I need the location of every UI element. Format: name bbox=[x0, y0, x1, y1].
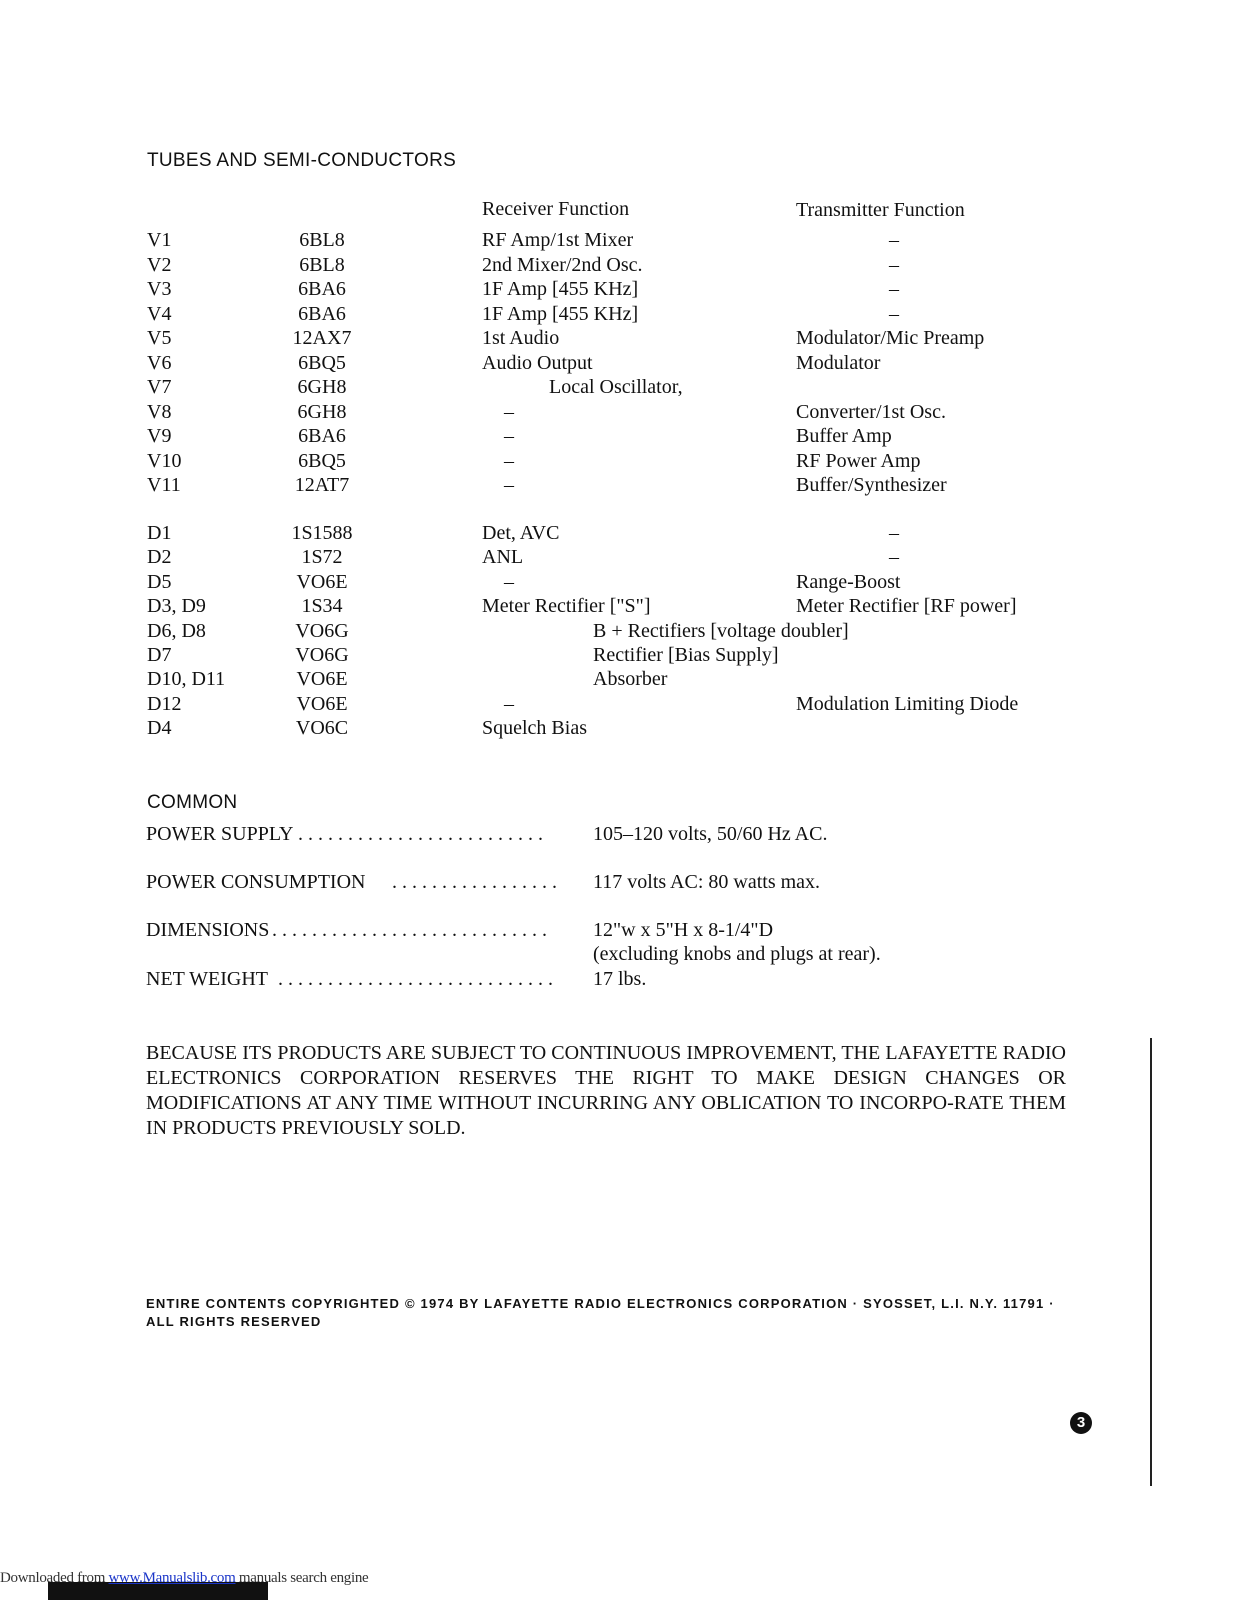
part-cell: 6GH8 bbox=[297, 376, 347, 398]
part-cell: VO6E bbox=[296, 668, 348, 691]
transmitter-cell: Range-Boost bbox=[796, 570, 901, 593]
ref-cell: D3, D9 bbox=[147, 595, 206, 618]
ref-cell: D5 bbox=[147, 570, 172, 593]
transmitter-cell: Buffer Amp bbox=[796, 425, 892, 447]
part-cell: 6BL8 bbox=[299, 253, 345, 276]
spec-value: 105–120 volts, 50/60 Hz AC. bbox=[593, 823, 828, 845]
improvement-notice: BECAUSE ITS PRODUCTS ARE SUBJECT TO CONTINUOUS IMPROVEMENT, THE LAFAYETTE RADIO ELECTRONICS CORPORATION RESERVES THE RIGHT TO MAKE DESIGN CHANGES OR MODIFICATIONS AT ANY TIME WITHOUT INCURRING ANY OBLICATION TO INCORPO-RATE THEM IN PRODUCTS PREVIOUSLY SOLD. bbox=[146, 1042, 1066, 1139]
part-cell: 6BL8 bbox=[299, 229, 345, 251]
receiver-cell: RF Amp/1st Mixer bbox=[482, 229, 634, 251]
part-cell: 1S34 bbox=[301, 595, 343, 618]
footer-suffix: manuals search engine bbox=[238, 1570, 369, 1586]
spec-leader: . . . . . . . . . . . . . . . . . . . . . . . . . . . . bbox=[278, 968, 553, 990]
part-cell: VO6G bbox=[295, 619, 349, 642]
transmitter-cell: Modulator/Mic Preamp bbox=[796, 327, 985, 349]
spec-label: POWER CONSUMPTION bbox=[146, 871, 366, 893]
spec-label: POWER SUPPLY bbox=[146, 823, 294, 845]
ref-cell: V1 bbox=[147, 229, 172, 251]
ref-cell: V3 bbox=[147, 278, 172, 300]
receiver-cell: – bbox=[504, 692, 514, 715]
download-footer bbox=[0, 1570, 368, 1587]
spec-leader: . . . . . . . . . . . . . . . . . . . . . . . . . bbox=[298, 823, 543, 845]
ref-cell: D1 bbox=[147, 522, 172, 544]
ref-cell: V8 bbox=[147, 400, 172, 423]
ref-cell: V4 bbox=[147, 302, 172, 325]
ref-cell: V11 bbox=[147, 474, 181, 496]
receiver-cell: Local Oscillator, bbox=[549, 376, 683, 398]
transmitter-cell: – bbox=[889, 302, 899, 325]
part-cell: 1S72 bbox=[301, 546, 343, 569]
ref-cell: V10 bbox=[147, 449, 182, 472]
ref-cell: D12 bbox=[147, 692, 182, 715]
receiver-cell: ANL bbox=[482, 546, 524, 569]
footer-prefix: Downloaded from bbox=[0, 1570, 106, 1586]
ref-cell: D7 bbox=[147, 644, 172, 666]
transmitter-function-header: Transmitter Function bbox=[796, 199, 965, 221]
transmitter-cell: – bbox=[889, 253, 899, 276]
part-cell: 6BA6 bbox=[298, 302, 346, 325]
part-cell: 12AT7 bbox=[294, 474, 350, 496]
copyright-notice: ENTIRE CONTENTS COPYRIGHTED © 1974 BY LAFAYETTE RADIO ELECTRONICS CORPORATION · SYOSSET, L.I. N.Y. 11791 · ALL RIGHTS RESERVED bbox=[146, 1296, 1055, 1329]
spec-note: (excluding knobs and plugs at rear). bbox=[593, 943, 881, 965]
transmitter-cell: Converter/1st Osc. bbox=[796, 400, 946, 423]
part-cell: VO6E bbox=[296, 570, 348, 593]
part-cell: 1S1588 bbox=[291, 522, 353, 544]
ref-cell: D10, D11 bbox=[147, 668, 226, 691]
common-title: COMMON bbox=[147, 792, 238, 813]
ref-cell: D6, D8 bbox=[147, 619, 206, 642]
part-cell: 6BQ5 bbox=[298, 449, 346, 472]
receiver-cell: 2nd Mixer/2nd Osc. bbox=[482, 253, 643, 276]
part-cell: 6BA6 bbox=[298, 278, 346, 300]
section-title: TUBES AND SEMI-CONDUCTORS bbox=[147, 150, 457, 171]
ref-cell: D4 bbox=[147, 717, 172, 740]
receiver-cell: – bbox=[504, 474, 514, 496]
transmitter-cell: Buffer/Synthesizer bbox=[796, 474, 947, 496]
spec-value: 117 volts AC: 80 watts max. bbox=[593, 871, 821, 893]
receiver-cell: – bbox=[504, 425, 514, 447]
spec-leader: . . . . . . . . . . . . . . . . . bbox=[392, 871, 557, 893]
transmitter-cell: RF Power Amp bbox=[796, 449, 921, 472]
receiver-cell: – bbox=[504, 400, 514, 423]
transmitter-cell: – bbox=[889, 522, 899, 544]
part-cell: VO6G bbox=[295, 644, 349, 666]
receiver-cell: – bbox=[504, 570, 514, 593]
page-number: 3 bbox=[1070, 1412, 1092, 1434]
receiver-cell: Audio Output bbox=[482, 351, 593, 374]
ref-cell: V5 bbox=[147, 327, 172, 349]
part-cell: 6GH8 bbox=[297, 400, 347, 423]
part-cell: 12AX7 bbox=[292, 327, 352, 349]
transmitter-cell: – bbox=[889, 278, 899, 300]
ref-cell: V7 bbox=[147, 376, 172, 398]
receiver-cell: 1F Amp [455 KHz] bbox=[482, 278, 639, 300]
receiver-function-header: Receiver Function bbox=[482, 198, 630, 220]
transmitter-cell: Meter Rectifier [RF power] bbox=[796, 595, 1017, 618]
spec-value: 12"w x 5"H x 8-1/4"D bbox=[593, 919, 774, 941]
spec-label: NET WEIGHT bbox=[146, 968, 269, 990]
spec-leader: . . . . . . . . . . . . . . . . . . . . . . . . . . . . bbox=[272, 919, 547, 941]
part-cell: 6BA6 bbox=[298, 425, 346, 447]
receiver-cell: Absorber bbox=[593, 668, 668, 691]
part-cell: VO6E bbox=[296, 692, 348, 715]
margin-rule bbox=[1150, 1038, 1152, 1486]
transmitter-cell: Modulation Limiting Diode bbox=[796, 692, 1019, 715]
transmitter-cell: Modulator bbox=[796, 351, 881, 374]
receiver-cell: Squelch Bias bbox=[482, 717, 587, 740]
part-cell: VO6C bbox=[295, 717, 349, 740]
receiver-cell: – bbox=[504, 449, 514, 472]
receiver-cell: 1st Audio bbox=[482, 327, 560, 349]
ref-cell: V2 bbox=[147, 253, 172, 276]
ref-cell: V6 bbox=[147, 351, 172, 374]
ref-cell: D2 bbox=[147, 546, 172, 569]
transmitter-cell: – bbox=[889, 229, 899, 251]
receiver-cell: 1F Amp [455 KHz] bbox=[482, 302, 639, 325]
manualslib-link[interactable]: www.Manualslib.com bbox=[108, 1570, 236, 1586]
transmitter-cell: – bbox=[889, 546, 899, 569]
ref-cell: V9 bbox=[147, 425, 172, 447]
receiver-cell: Meter Rectifier ["S"] bbox=[482, 595, 651, 618]
part-cell: 6BQ5 bbox=[298, 351, 346, 374]
receiver-cell: Det, AVC bbox=[482, 522, 560, 544]
spec-label: DIMENSIONS bbox=[146, 919, 270, 941]
receiver-cell: B + Rectifiers [voltage doubler] bbox=[593, 619, 849, 642]
spec-value: 17 lbs. bbox=[593, 968, 647, 990]
receiver-cell: Rectifier [Bias Supply] bbox=[593, 644, 779, 666]
